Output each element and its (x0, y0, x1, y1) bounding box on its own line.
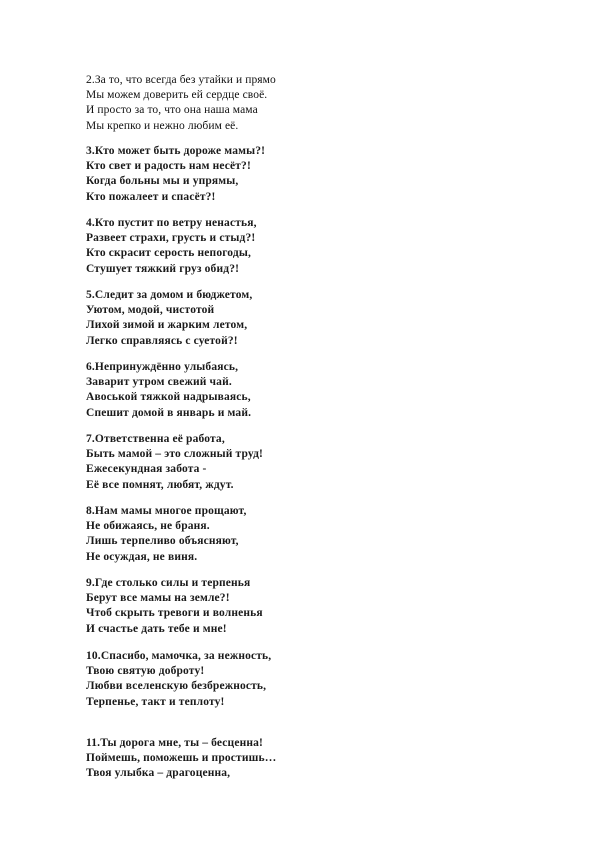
stanza-line: Твоя улыбка – драгоценна, (86, 767, 231, 780)
stanza-11 (86, 736, 566, 782)
stanza-2 (86, 73, 566, 134)
stanza-line: Авоськой тяжкой надрываясь, (86, 391, 251, 404)
stanza-line: Мы можем доверить ей сердце своё. (86, 89, 268, 102)
stanza-line: Не осуждая, не виня. (86, 550, 198, 563)
stanza-line: 4.Кто пустит по ветру ненастья, (86, 217, 257, 229)
stanza-line: 2.За то, что всегда без утайки и прямо (86, 74, 276, 86)
stanza-line: Заварит утром свежий чай. (86, 376, 232, 389)
stanza-line: Лихой зимой и жарким летом, (86, 319, 248, 332)
stanza-line: 10.Спасибо, мамочка, за нежность, (86, 650, 272, 662)
stanza-3 (86, 144, 566, 205)
stanza-line: И счастье дать тебе и мне! (86, 622, 227, 635)
stanza-line: Мы крепко и нежно любим её. (86, 119, 239, 132)
stanza-5 (86, 288, 566, 349)
stanza-line: И просто за то, что она наша мама (86, 104, 258, 117)
stanza-line: 11.Ты дорога мне, ты – бесценна! (86, 737, 264, 749)
stanza-line: 8.Нам мамы многое прощают, (86, 505, 247, 517)
stanza-line: Кто скрасит серость непогоды, (86, 247, 251, 260)
stanza-line: Когда больны мы и упрямы, (86, 175, 239, 188)
stanza-line: 3.Кто может быть дороже мамы?! (86, 145, 266, 157)
stanza-line: 6.Непринуждённо улыбаясь, (86, 361, 239, 373)
stanza-line: 7.Ответственна её работа, (86, 433, 225, 445)
stanza-line: Развеет страхи, грусть и стыд?! (86, 232, 256, 245)
stanza-7 (86, 432, 566, 493)
stanza-line: Не обижаясь, не браня. (86, 520, 210, 533)
stanza-line: Стушует тяжкий груз обид?! (86, 262, 240, 275)
stanza-line: Кто пожалеет и спасёт?! (86, 190, 216, 203)
stanza-10 (86, 649, 566, 710)
stanza-line: Спешит домой в январь и май. (86, 406, 252, 419)
stanza-9 (86, 576, 566, 637)
stanza-line: Берут все мамы на земле?! (86, 592, 230, 605)
stanza-line: 5.Следит за домом и бюджетом, (86, 289, 253, 301)
stanza-line: Ежесекундная забота - (86, 463, 207, 476)
stanza-line: Легко справляясь с суетой?! (86, 334, 238, 347)
stanza-line: Любви вселенскую безбрежность, (86, 680, 267, 693)
stanza-8 (86, 504, 566, 565)
stanza-line: Чтоб скрыть тревоги и волненья (86, 607, 263, 620)
stanza-6 (86, 360, 566, 421)
stanza-4 (86, 216, 566, 277)
stanza-line: 9.Где столько силы и терпенья (86, 577, 251, 589)
stanza-line: Быть мамой – это сложный труд! (86, 448, 264, 461)
stanza-line: Поймешь, поможешь и простишь… (86, 752, 277, 765)
stanza-line: Её все помнят, любят, ждут. (86, 478, 234, 491)
stanza-line: Твою святую доброту! (86, 665, 205, 678)
stanza-line: Кто свет и радость нам несёт?! (86, 160, 251, 173)
stanza-line: Лишь терпеливо объясняют, (86, 535, 239, 548)
stanza-line: Уютом, модой, чистотой (86, 304, 215, 317)
stanza-line: Терпенье, такт и теплоту! (86, 695, 225, 708)
